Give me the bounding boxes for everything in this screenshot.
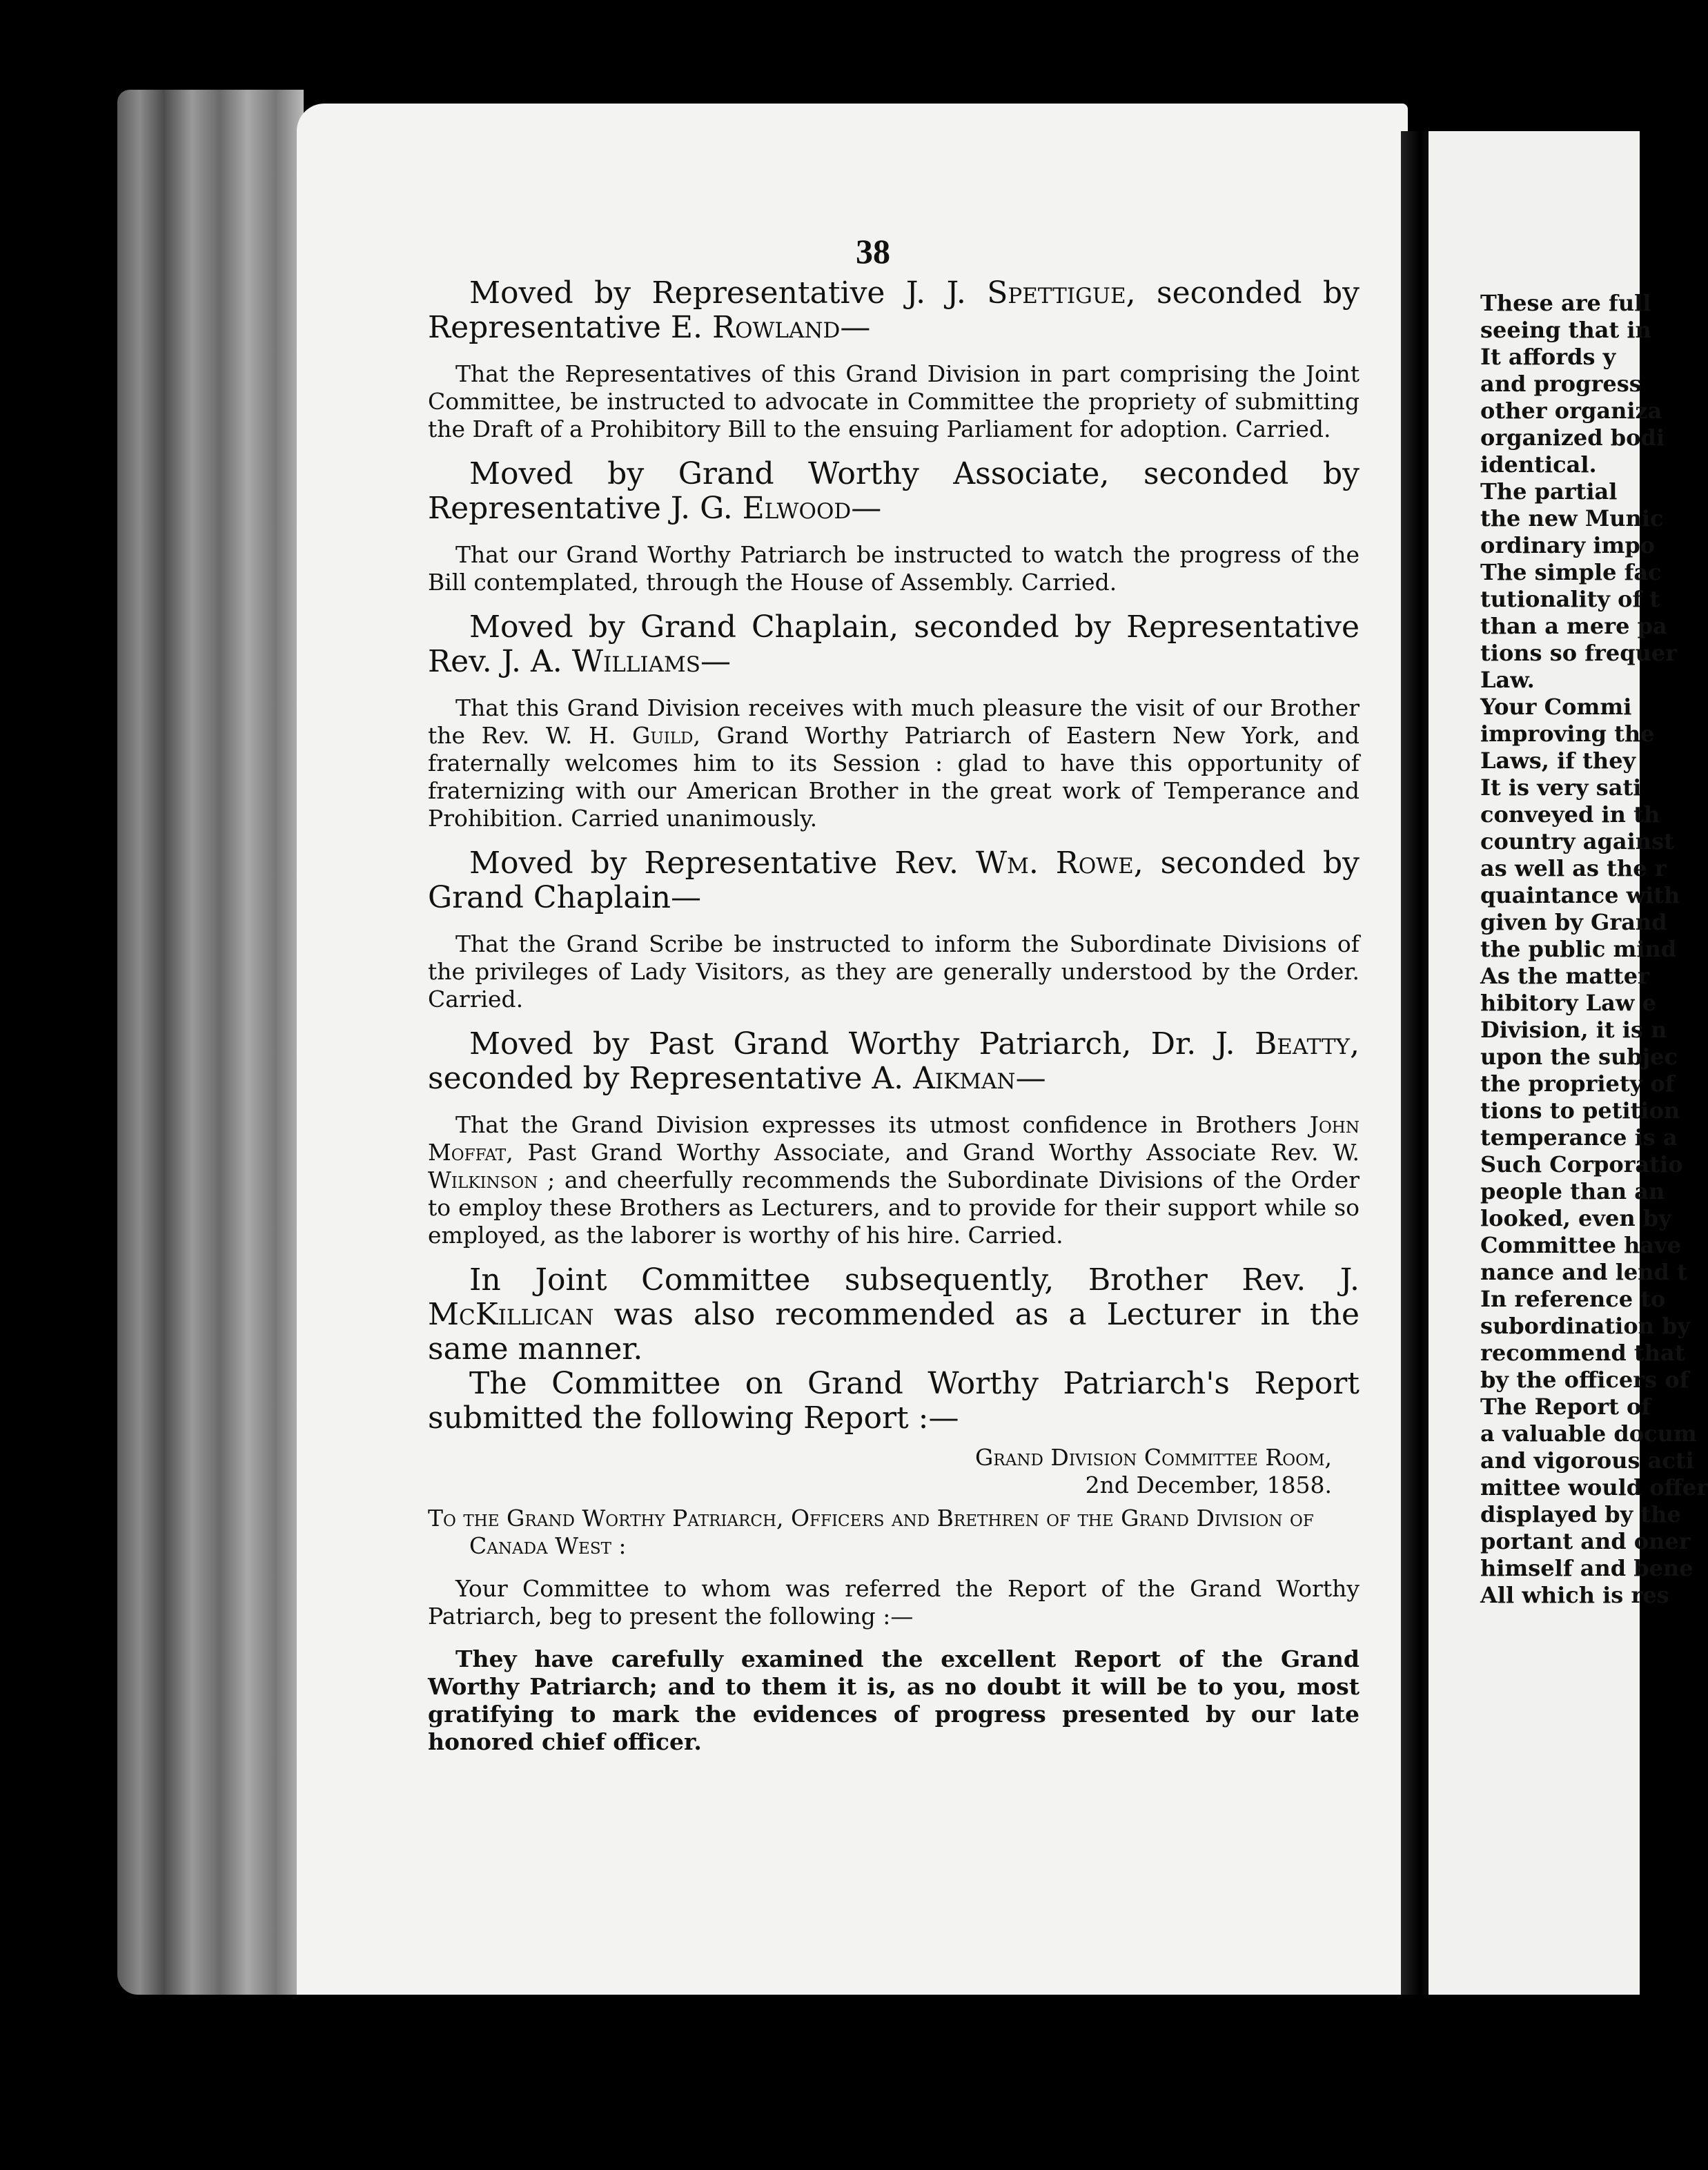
- paragraph-text: —: [840, 310, 871, 345]
- right-page-line: conveyed in th: [1480, 801, 1660, 828]
- paragraph-text: , seconded by Grand Chaplain—: [428, 845, 1359, 915]
- right-page-line: people than an: [1480, 1178, 1665, 1204]
- right-page-line: mittee would offer: [1480, 1474, 1708, 1501]
- right-page-line: the new Munic: [1480, 505, 1664, 531]
- right-page-line: country against: [1480, 828, 1674, 854]
- right-page-line: the propriety of: [1480, 1071, 1675, 1097]
- minutes-paragraphs: [428, 276, 1359, 1436]
- right-page-line: and progress: [1480, 371, 1642, 397]
- right-page-line: tions to petition: [1480, 1097, 1680, 1124]
- right-page-line: tions so frequer: [1480, 640, 1678, 666]
- right-page-line: Such Corporatio: [1480, 1151, 1683, 1177]
- right-page-line: The partial: [1480, 478, 1618, 505]
- paragraph-text: That the Grand Division expresses its utmost confidence in Brothers: [455, 1111, 1310, 1138]
- book-page-edges: [117, 90, 304, 1995]
- paragraph-text: —: [851, 491, 882, 526]
- proper-name: Rowland: [712, 310, 841, 345]
- paragraph-text: The Committee on Grand Worthy Patriarch's Report submitted the following Report :—: [428, 1366, 1359, 1436]
- page-number: 38: [856, 232, 890, 271]
- right-page-line: Your Commi: [1480, 694, 1632, 720]
- right-page-line: ordinary impo: [1480, 532, 1656, 558]
- right-page-line: looked, even by: [1480, 1205, 1671, 1231]
- paragraph-text: In Joint Committee subsequently, Brother Rev. J.: [469, 1262, 1359, 1298]
- motion-paragraph: [428, 610, 1359, 679]
- right-page-line: other organiza: [1480, 398, 1662, 424]
- motion-paragraph: [428, 1027, 1359, 1096]
- paragraph-text: , Past Grand Worthy Associate, and Grand Worthy Associate Rev. W.: [506, 1139, 1359, 1166]
- paragraph-text: , seconded by Representative A.: [428, 1026, 1359, 1096]
- resolution-paragraph: [428, 1111, 1359, 1249]
- right-page-line: tutionality of t: [1480, 586, 1660, 612]
- right-page-line: Laws, if they: [1480, 747, 1636, 774]
- right-page-line: organized bodi: [1480, 424, 1665, 451]
- paragraph-text: —: [700, 644, 731, 679]
- right-page-line: as well as the r: [1480, 855, 1667, 881]
- proper-name: John Moffat: [428, 1111, 1359, 1166]
- paragraph-text: Moved by Representative J. J.: [469, 275, 988, 311]
- report-heading-location: Grand Division Committee Room,: [975, 1444, 1332, 1471]
- right-page-text: [1480, 290, 1708, 1609]
- report-heading-date: 2nd December, 1858.: [1085, 1472, 1332, 1498]
- right-page-line: Committee have: [1480, 1232, 1682, 1258]
- proper-name: Wilkinson: [428, 1166, 538, 1193]
- proper-name: Spettigue: [987, 275, 1126, 311]
- right-page-line: given by Grand: [1480, 909, 1667, 935]
- right-page-line: It affords y: [1480, 344, 1616, 370]
- right-page-line: hibitory Law e: [1480, 990, 1656, 1016]
- proper-name: Beatty: [1254, 1026, 1350, 1062]
- resolution-paragraph: That our Grand Worthy Patriarch be instructed to watch the progress of the Bill contemplated, through the House of Assembly. Carried.: [428, 541, 1359, 596]
- report-heading: [428, 1444, 1359, 1499]
- right-page-line: portant and oner: [1480, 1528, 1691, 1554]
- proper-name: Aikman: [913, 1061, 1016, 1096]
- right-page-line: In reference to: [1480, 1286, 1666, 1312]
- right-page-line: a valuable docum: [1480, 1420, 1697, 1447]
- paragraph-text: Moved by Past Grand Worthy Patriarch, Dr. J.: [469, 1026, 1255, 1062]
- right-page-line: quaintance with: [1480, 882, 1680, 908]
- paragraph-text: Moved by Representative Rev.: [469, 845, 976, 881]
- proper-name: Wm. Rowe: [975, 845, 1134, 881]
- right-page-line: Division, it is n: [1480, 1017, 1667, 1043]
- right-page-line: It is very sati: [1480, 774, 1642, 801]
- motion-paragraph: [428, 276, 1359, 345]
- right-page-line: displayed by the: [1480, 1501, 1681, 1527]
- proper-name: Elwood: [742, 491, 852, 526]
- right-page-line: The Report of: [1480, 1394, 1651, 1420]
- right-page-line: All which is res: [1480, 1582, 1669, 1608]
- right-page-line: nance and lend t: [1480, 1259, 1687, 1285]
- paragraph-text: Moved by Grand Worthy Associate, seconded by Representative J. G.: [428, 456, 1359, 526]
- proper-name: Guild: [631, 722, 694, 749]
- right-page-line: seeing that in: [1480, 317, 1651, 343]
- right-page-line: As the matter: [1480, 963, 1649, 989]
- paragraph-text: —: [1015, 1061, 1046, 1096]
- right-page-line: recommend that: [1480, 1340, 1685, 1366]
- right-page-line: upon the subjec: [1480, 1044, 1678, 1070]
- right-page-line: identical.: [1480, 451, 1597, 478]
- right-page-line: temperance is a: [1480, 1124, 1678, 1151]
- main-text-column: [428, 276, 1359, 1770]
- right-page-line: Law.: [1480, 667, 1535, 693]
- right-page-line: subordination by: [1480, 1313, 1691, 1339]
- motion-paragraph: [428, 1367, 1359, 1436]
- right-page-line: The simple fac: [1480, 559, 1662, 585]
- paragraph-text: That this Grand Division receives with much pleasure the visit of our Brother the Rev. W. H.: [428, 694, 1359, 749]
- report-paragraph-1: Your Committee to whom was referred the Report of the Grand Worthy Patriarch, beg to present the following :—: [428, 1575, 1359, 1630]
- right-page-line: and vigorous acti: [1480, 1447, 1694, 1474]
- right-page-line: These are full: [1480, 290, 1651, 316]
- resolution-paragraph: That the Representatives of this Grand Division in part comprising the Joint Committee, be instructed to advocate in Committee the propriety of submitting the Draft of a Prohibitory Bill to the ensuing Parliament for adoption. Carried.: [428, 360, 1359, 442]
- motion-paragraph: [428, 1263, 1359, 1367]
- report-paragraph-2: They have carefully examined the excellent Report of the Grand Worthy Patriarch; and to them it is, as no doubt it will be to you, most gratifying to mark the evidences of progress presented by our late honored chief officer.: [428, 1645, 1359, 1755]
- proper-name: McKillican: [428, 1297, 594, 1332]
- right-page-line: than a mere pa: [1480, 613, 1667, 639]
- motion-paragraph: [428, 846, 1359, 915]
- right-page-line: improving the: [1480, 721, 1655, 747]
- paragraph-text: was also recommended as a Lecturer in the same manner.: [428, 1297, 1359, 1367]
- proper-name: Williams: [571, 644, 700, 679]
- resolution-paragraph: [428, 694, 1359, 832]
- paragraph-text: Moved by Grand Chaplain, seconded by Representative Rev. J. A.: [428, 609, 1359, 679]
- right-page-line: the public mind: [1480, 936, 1677, 962]
- resolution-paragraph: That the Grand Scribe be instructed to inform the Subordinate Divisions of the privileges of Lady Visitors, as they are generally understood by the Order. Carried.: [428, 930, 1359, 1013]
- paragraph-text: ; and cheerfully recommends the Subordinate Divisions of the Order to employ these Brothers as Lecturers, and to provide for their support while so employed, as the laborer is worthy of his hire. Carried.: [428, 1166, 1359, 1249]
- report-address: To the Grand Worthy Patriarch, Officers and Brethren of the Grand Division of Canada West :: [428, 1505, 1314, 1559]
- paragraph-text: , Grand Worthy Patriarch of Eastern New York, and fraternally welcomes him to its Session : glad to have this opportunity of fraternizing with our American Brother in the great work of Temperance and Prohibition. Carried unanimously.: [428, 722, 1359, 832]
- motion-paragraph: [428, 457, 1359, 526]
- right-page-line: by the officers of: [1480, 1367, 1689, 1393]
- right-page-line: himself and bene: [1480, 1555, 1694, 1581]
- paragraph-text: , seconded by Representative E.: [428, 275, 1359, 345]
